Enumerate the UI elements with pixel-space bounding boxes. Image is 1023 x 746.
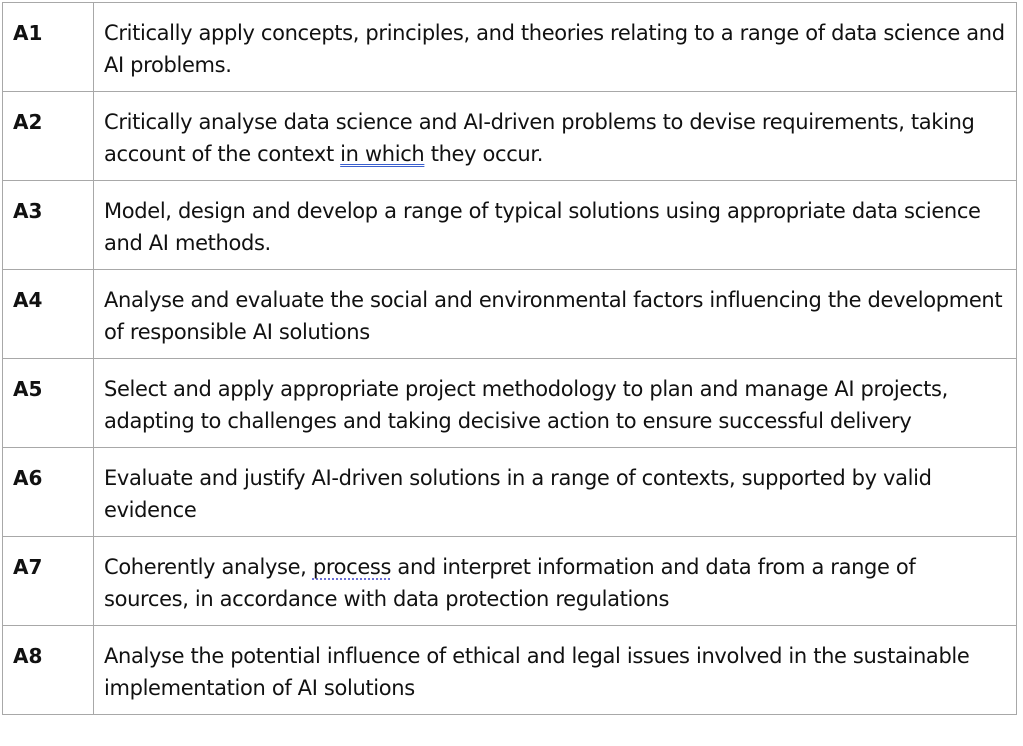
table-row	[3, 537, 1017, 626]
outcome-code: A8	[3, 626, 94, 715]
outcome-code: A5	[3, 359, 94, 448]
outcome-description[interactable]: Analyse and evaluate the social and environmental factors influencing the development of responsible AI solutions	[94, 270, 1017, 359]
outcome-code: A6	[3, 448, 94, 537]
outcome-code: A3	[3, 181, 94, 270]
outcome-code: A7	[3, 537, 94, 626]
table-row	[3, 270, 1017, 359]
table-row	[3, 626, 1017, 715]
outcome-description[interactable]	[94, 92, 1017, 181]
outcome-code: A2	[3, 92, 94, 181]
outcome-description[interactable]: Model, design and develop a range of typical solutions using appropriate data science and AI methods.	[94, 181, 1017, 270]
learning-outcomes-table	[2, 2, 1017, 715]
grammar-suggestion-marker[interactable]: in which	[340, 142, 425, 166]
style-suggestion-marker[interactable]: process	[312, 555, 392, 579]
table-row	[3, 448, 1017, 537]
text-segment: and interpret information and data from a range of sources, in accordance with data protection regulations	[104, 555, 916, 611]
table-row	[3, 181, 1017, 270]
table-row	[3, 3, 1017, 92]
text-segment: they occur.	[424, 142, 544, 166]
text-segment: Critically analyse data science and AI-driven problems to devise requirements, taking account of the context	[104, 110, 975, 166]
outcome-description[interactable]: Critically apply concepts, principles, and theories relating to a range of data science and AI problems.	[94, 3, 1017, 92]
outcome-code: A4	[3, 270, 94, 359]
outcome-code: A1	[3, 3, 94, 92]
outcome-description[interactable]: Select and apply appropriate project methodology to plan and manage AI projects, adapting to challenges and taking decisive action to ensure successful delivery	[94, 359, 1017, 448]
outcome-description[interactable]: Analyse the potential influence of ethical and legal issues involved in the sustainable implementation of AI solutions	[94, 626, 1017, 715]
outcome-description[interactable]	[94, 537, 1017, 626]
table-row	[3, 359, 1017, 448]
outcome-description[interactable]: Evaluate and justify AI-driven solutions in a range of contexts, supported by valid evidence	[94, 448, 1017, 537]
text-segment: Coherently analyse,	[104, 555, 313, 579]
table-row	[3, 92, 1017, 181]
